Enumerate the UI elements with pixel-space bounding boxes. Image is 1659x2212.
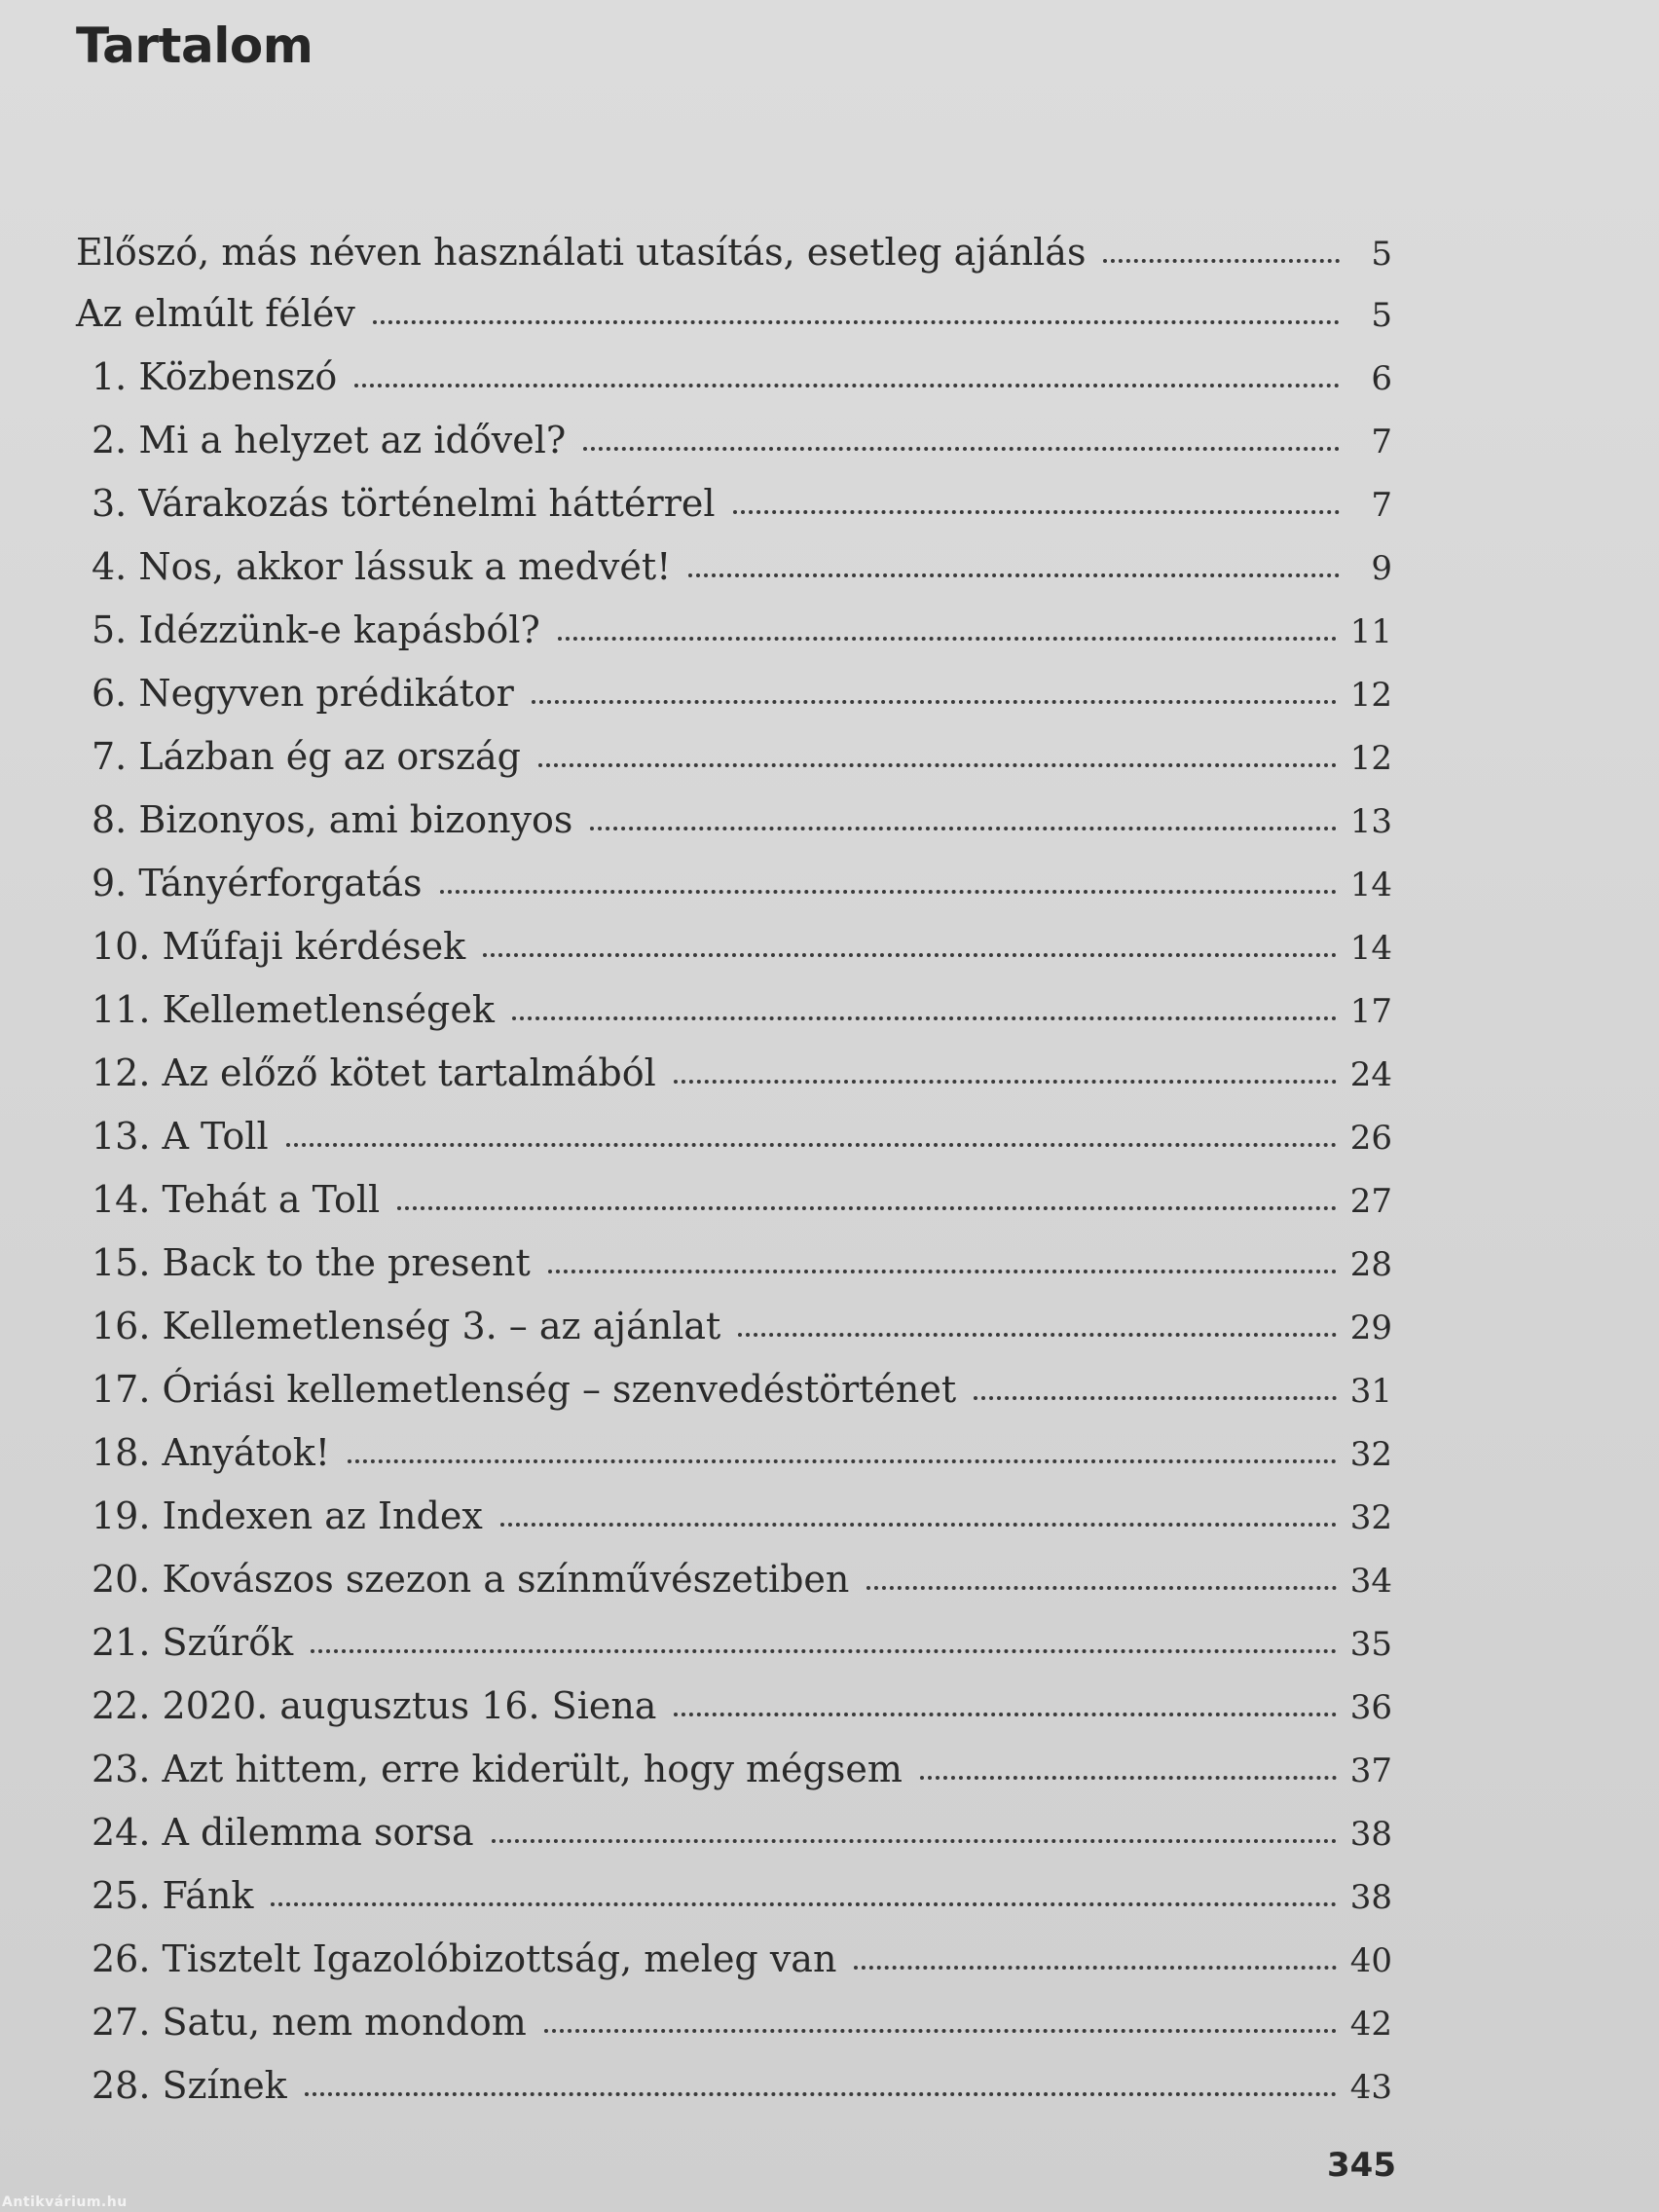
toc-entry	[76, 1218, 1392, 1284]
toc-entry-page: 38	[1349, 1815, 1392, 1854]
toc-entry-title: 4. Nos, akkor lássuk a medvét!	[92, 545, 672, 588]
toc-entry	[76, 1534, 1392, 1601]
toc-entry-page: 14	[1349, 929, 1392, 968]
toc-entry-page: 17	[1349, 992, 1392, 1031]
toc-entry-page: 38	[1349, 1878, 1392, 1917]
dot-leader	[348, 1459, 1337, 1463]
toc-entry	[76, 838, 1392, 902]
toc-entry	[76, 1408, 1392, 1474]
page-number: 345	[1327, 2146, 1396, 2185]
dot-leader	[286, 1143, 1337, 1147]
toc-entry	[76, 1788, 1392, 1854]
toc-entry	[76, 1345, 1392, 1411]
toc-entry-title: 26. Tisztelt Igazolóbizottság, meleg van	[92, 1937, 837, 1980]
toc-entry-page: 5	[1371, 296, 1392, 335]
toc-entry-title: 18. Anyátok!	[92, 1431, 330, 1474]
toc-entry-page: 12	[1349, 676, 1392, 715]
toc-entry-page: 9	[1371, 549, 1392, 588]
toc-entry-title: 11. Kellemetlenségek	[92, 988, 495, 1031]
page-title: Tartalom	[76, 18, 313, 74]
toc-entry-page: 14	[1349, 866, 1392, 904]
toc-entry-page: 7	[1371, 486, 1392, 525]
toc-entry-title: 8. Bizonyos, ami bizonyos	[92, 798, 573, 841]
dot-leader	[271, 1902, 1336, 1906]
toc-entry-title: 19. Indexen az Index	[92, 1494, 483, 1537]
toc-entry-title: 28. Színek	[92, 2064, 287, 2107]
toc-entry-page: 11	[1349, 612, 1392, 651]
toc-entry	[76, 712, 1392, 778]
dot-leader	[548, 1270, 1337, 1273]
dot-leader	[583, 447, 1340, 451]
toc-entry	[76, 395, 1392, 459]
toc-entry-page: 27	[1349, 1182, 1392, 1221]
toc-entry-page: 42	[1349, 2005, 1392, 2044]
toc-entry-page: 12	[1349, 739, 1392, 778]
toc-entry-page: 36	[1349, 1688, 1392, 1727]
toc-entry-title: 1. Közbenszó	[92, 355, 338, 398]
toc-entry	[76, 1661, 1392, 1727]
toc-entry-page: 34	[1349, 1562, 1392, 1601]
toc-entry	[76, 965, 1392, 1031]
toc-entry	[76, 902, 1392, 968]
toc-entry-title: 20. Kovászos szezon a színművészetiben	[92, 1558, 850, 1601]
toc-entry-page: 6	[1371, 359, 1392, 398]
toc-entry	[76, 1851, 1392, 1917]
toc-entry-page: 35	[1349, 1625, 1392, 1664]
dot-leader	[500, 1523, 1337, 1527]
dot-leader	[854, 1966, 1336, 1970]
toc-entry-title: 22. 2020. augusztus 16. Siena	[92, 1684, 657, 1727]
toc-entry-title: 10. Műfaji kérdések	[92, 925, 466, 968]
toc-entry-page: 7	[1371, 423, 1392, 461]
toc-entry-title: 15. Back to the present	[92, 1241, 531, 1284]
dot-leader	[974, 1396, 1337, 1400]
toc-entry-title: Előszó, más néven használati utasítás, esetleg ajánlás	[76, 231, 1087, 274]
toc-entry-title: 14. Tehát a Toll	[92, 1178, 381, 1221]
table-of-contents	[76, 209, 1392, 2107]
dot-leader	[1103, 259, 1340, 263]
toc-entry-page: 13	[1349, 802, 1392, 841]
toc-entry	[76, 648, 1392, 715]
toc-entry	[76, 271, 1392, 335]
toc-entry-title: 21. Szűrők	[92, 1621, 294, 1664]
toc-entry	[76, 1914, 1392, 1980]
toc-entry-title: 23. Azt hittem, erre kiderült, hogy mégsem	[92, 1748, 903, 1790]
toc-entry-title: 17. Óriási kellemetlenség – szenvedéstörténet	[92, 1368, 957, 1411]
dot-leader	[483, 953, 1337, 957]
toc-entry-title: 25. Fánk	[92, 1874, 254, 1917]
toc-entry-title: 24. A dilemma sorsa	[92, 1811, 474, 1854]
watermark: Antikvárium.hu	[2, 2194, 128, 2210]
dot-leader	[354, 384, 1340, 387]
dot-leader	[532, 700, 1337, 704]
toc-entry-title: 27. Satu, nem mondom	[92, 2001, 527, 2044]
toc-entry	[76, 1598, 1392, 1664]
toc-entry-page: 28	[1349, 1245, 1392, 1284]
toc-entry-page: 32	[1349, 1435, 1392, 1474]
toc-entry	[76, 1471, 1392, 1537]
toc-entry-page: 26	[1349, 1119, 1392, 1158]
dot-leader	[920, 1776, 1337, 1780]
toc-entry-page: 24	[1349, 1055, 1392, 1094]
toc-entry-title: 2. Mi a helyzet az idővel?	[92, 419, 567, 461]
toc-entry-title: 9. Tányérforgatás	[92, 862, 423, 904]
toc-entry-title: 6. Negyven prédikátor	[92, 672, 514, 715]
toc-entry-title: 5. Idézzünk-e kapásból?	[92, 608, 540, 651]
toc-entry-title: 16. Kellemetlenség 3. – az ajánlat	[92, 1305, 721, 1347]
dot-leader	[733, 510, 1340, 514]
dot-leader	[440, 890, 1337, 894]
toc-entry	[76, 459, 1392, 525]
toc-entry-title: 3. Várakozás történelmi háttérrel	[92, 482, 716, 525]
toc-entry	[76, 1977, 1392, 2044]
toc-entry-title: Az elmúlt félév	[76, 292, 355, 335]
toc-entry-page: 37	[1349, 1751, 1392, 1790]
dot-leader	[538, 763, 1337, 767]
toc-entry-title: 12. Az előző kötet tartalmából	[92, 1051, 656, 1094]
toc-entry	[76, 2041, 1392, 2107]
dot-leader	[866, 1586, 1336, 1590]
dot-leader	[674, 1080, 1337, 1084]
toc-entry	[76, 522, 1392, 588]
dot-leader	[688, 573, 1340, 577]
dot-leader	[311, 1649, 1337, 1653]
toc-entry	[76, 585, 1392, 651]
dot-leader	[512, 1016, 1337, 1020]
dot-leader	[590, 827, 1336, 830]
toc-entry	[76, 1155, 1392, 1221]
toc-entry	[76, 1091, 1392, 1158]
dot-leader	[492, 1839, 1337, 1843]
dot-leader	[373, 320, 1340, 324]
dot-leader	[305, 2092, 1337, 2096]
toc-entry-page: 29	[1349, 1309, 1392, 1347]
dot-leader	[674, 1713, 1336, 1716]
toc-entry-page: 40	[1349, 1941, 1392, 1980]
toc-entry-page: 32	[1349, 1498, 1392, 1537]
toc-entry-page: 43	[1349, 2068, 1392, 2107]
toc-entry-page: 31	[1349, 1372, 1392, 1411]
toc-entry	[76, 1281, 1392, 1345]
dot-leader	[558, 637, 1337, 641]
toc-entry	[76, 775, 1392, 841]
toc-entry	[76, 1028, 1392, 1094]
dot-leader	[397, 1206, 1337, 1210]
toc-entry-title: 7. Lázban ég az ország	[92, 735, 521, 778]
toc-entry	[76, 1724, 1392, 1788]
dot-leader	[738, 1333, 1336, 1337]
toc-entry	[76, 332, 1392, 398]
dot-leader	[544, 2029, 1337, 2033]
toc-entry	[76, 209, 1392, 274]
toc-entry-page: 5	[1371, 235, 1392, 274]
toc-entry-title: 13. A Toll	[92, 1115, 269, 1158]
